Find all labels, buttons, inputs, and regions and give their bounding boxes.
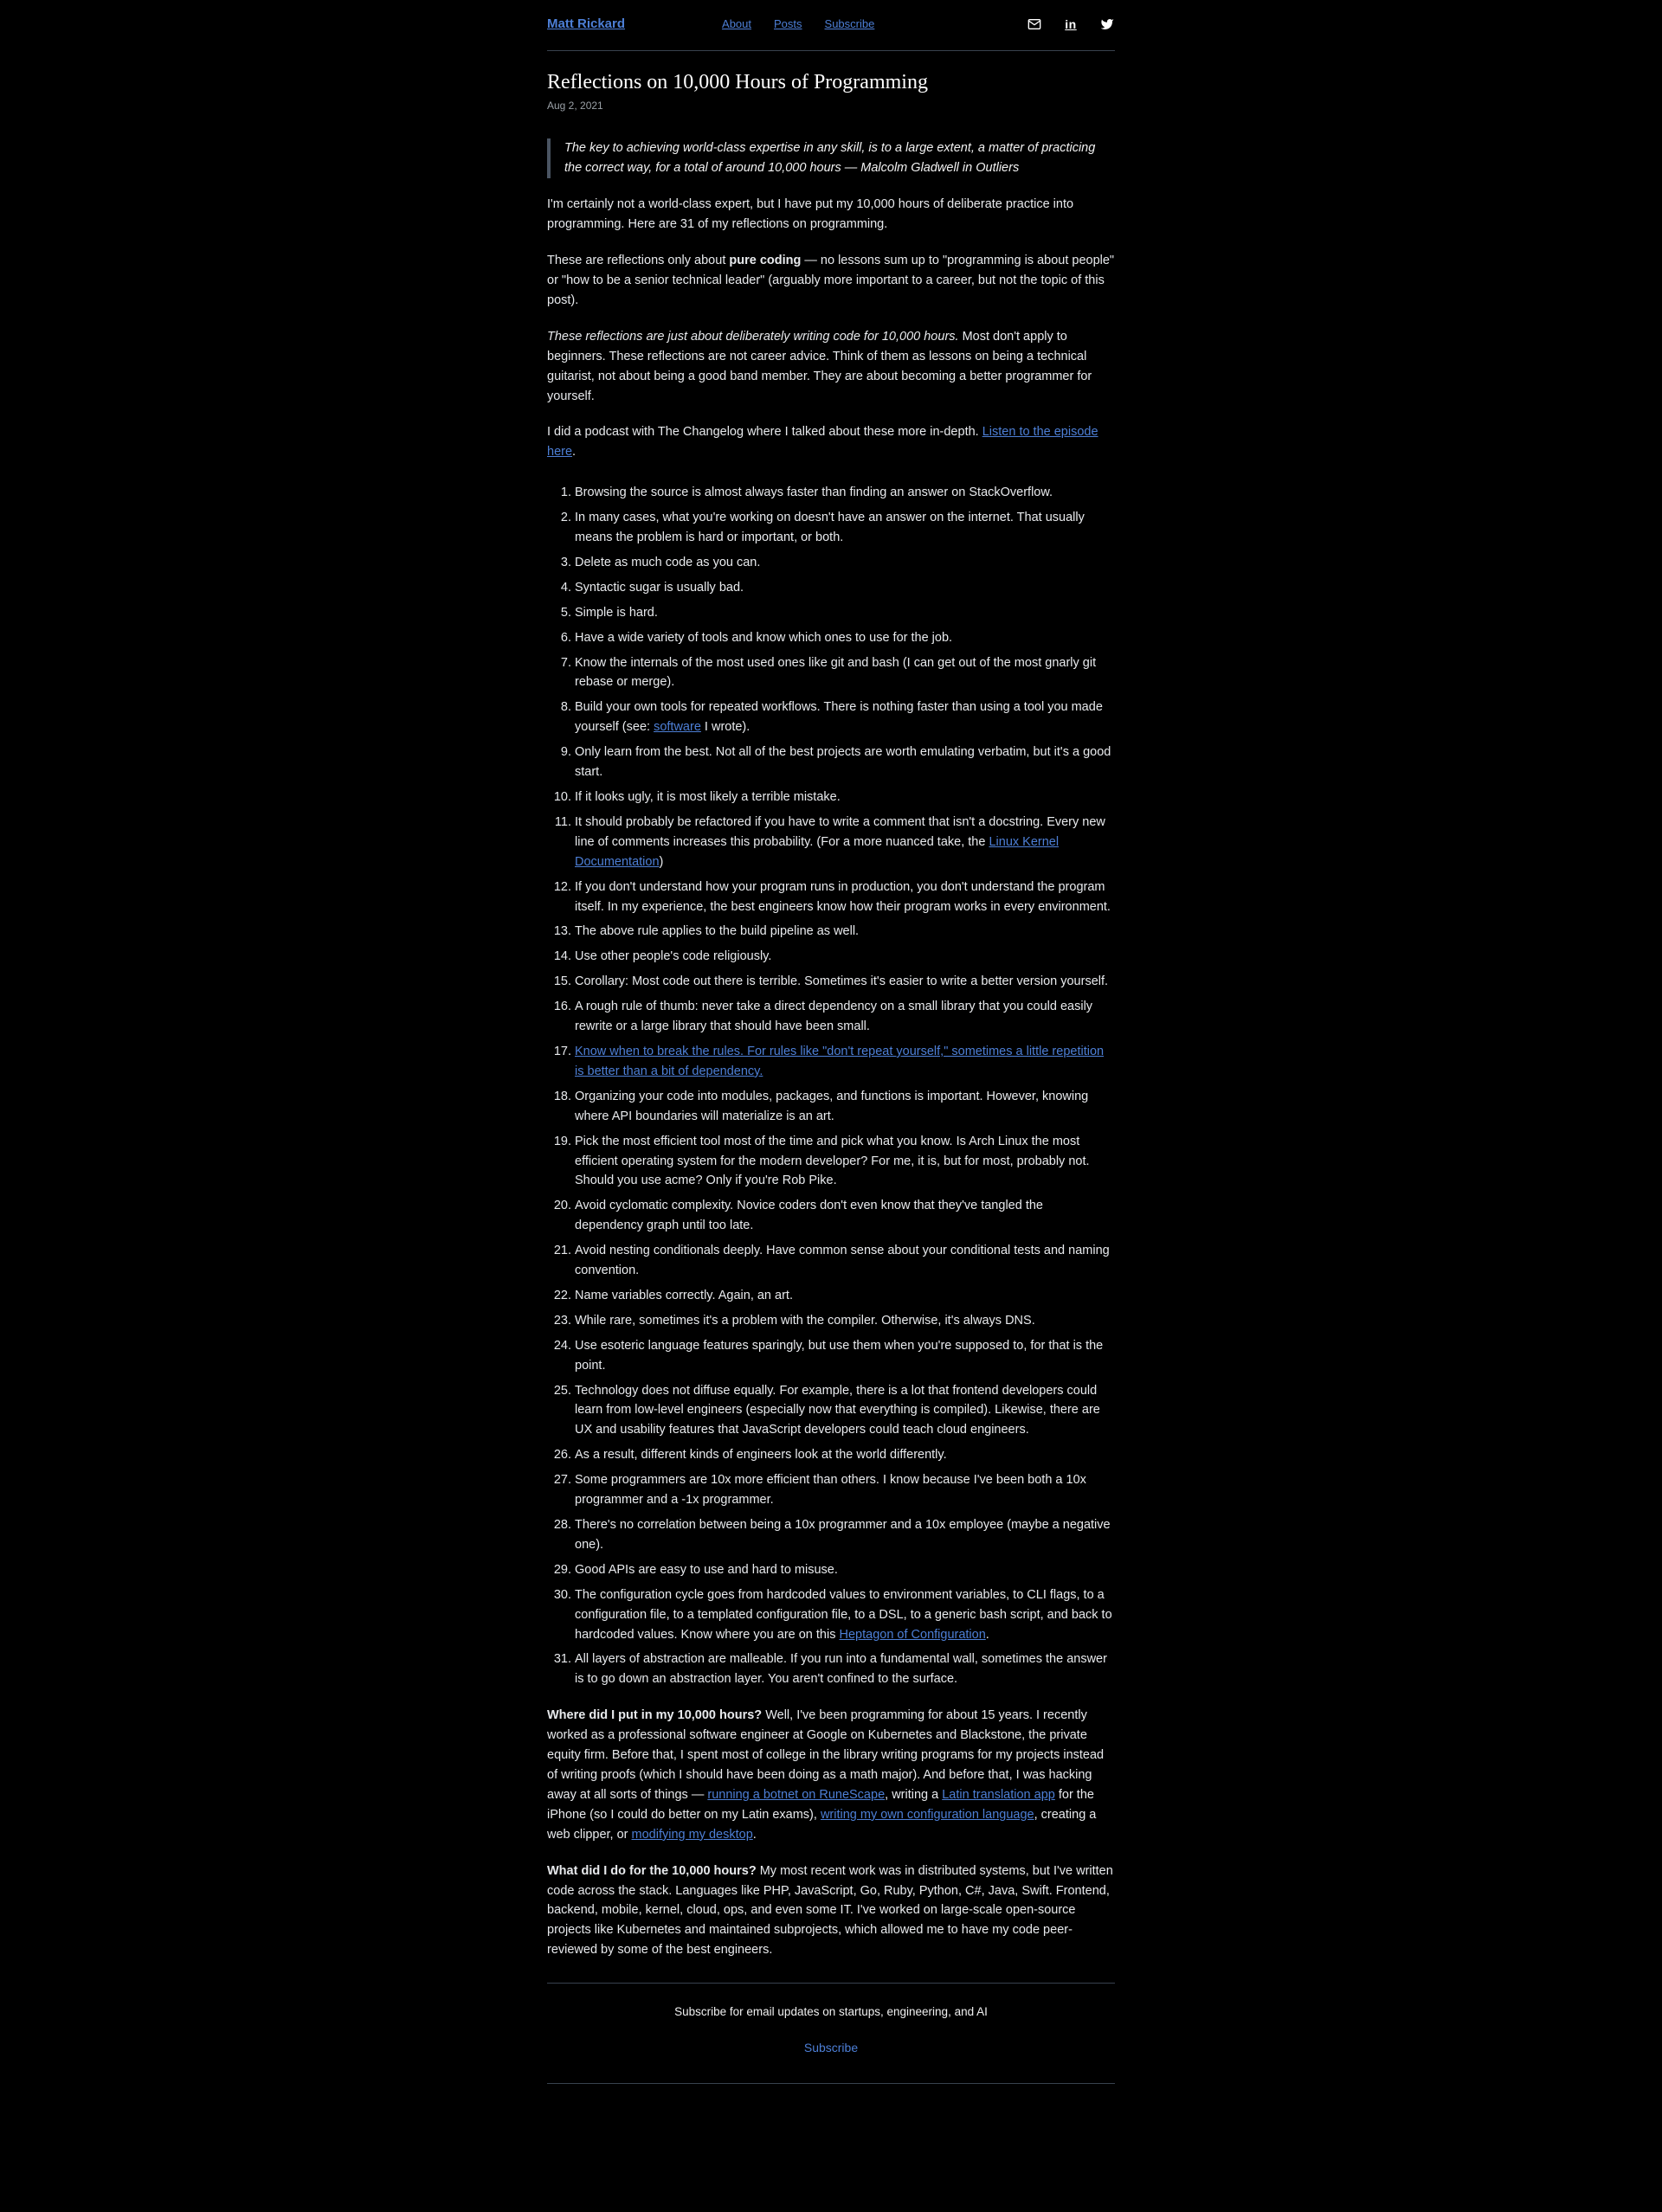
reflection-item — [575, 483, 1115, 503]
text-segment: . — [572, 445, 577, 460]
reflection-item — [575, 1470, 1115, 1510]
intro-paragraph — [547, 422, 1115, 462]
reflection-item — [575, 698, 1115, 737]
reflection-item — [575, 1286, 1115, 1306]
text-segment: A rough rule of thumb: never take a direct dependency on a small library that you could easily rewrite or a large library that should have been small. — [575, 1000, 1093, 1034]
text-segment: Well, I've been programming for about 15 years. I recently worked as a professional software engineer at Google on Kubernetes and Blackstone, the private equity firm. Before that, I spent most of college in the library writing programs for my projects instead of writing proofs (which I should have been doing as a math major). And before that, I was hacking away at all sorts of things — — [547, 1708, 1105, 1802]
reflection-item — [575, 997, 1115, 1037]
text-segment: If it looks ugly, it is most likely a terrible mistake. — [575, 790, 841, 804]
reflection-item — [575, 1311, 1115, 1331]
page-container — [547, 0, 1115, 2084]
reflection-item — [575, 578, 1115, 598]
text-segment: What did I do for the 10,000 hours? — [547, 1863, 757, 1878]
reflection-item — [575, 1336, 1115, 1376]
footer-blurb: Subscribe for email updates on startups, engineering, and AI — [674, 2005, 988, 2019]
inline-link[interactable]: Know when to break the rules. For rules like "don't repeat yourself," sometimes a little repetition is better than a bit of dependency. — [575, 1044, 1105, 1078]
reflection-item — [575, 508, 1115, 548]
text-segment: Name variables correctly. Again, an art. — [575, 1288, 793, 1302]
text-segment: Simple is hard. — [575, 605, 658, 620]
text-segment: — no lessons sum up to "programming is about people" or "how to be a senior technical leader" (arguably more important to a career, but not the topic of this post). — [547, 254, 1115, 307]
text-segment: . — [985, 1627, 989, 1642]
site-header — [547, 0, 1115, 51]
reflection-item — [575, 628, 1115, 648]
inline-link[interactable]: modifying my desktop — [631, 1827, 753, 1842]
text-segment: Build your own tools for repeated workflows. There is nothing faster than using a tool you made yourself (see: — [575, 700, 1103, 735]
closing-paragraph — [547, 1862, 1115, 1961]
reflection-item — [575, 788, 1115, 807]
article — [547, 70, 1115, 1960]
article-body — [547, 195, 1115, 1960]
reflection-item — [575, 1087, 1115, 1127]
text-segment: for the iPhone (so I could do better on my Latin exams), — [547, 1787, 1094, 1822]
header-social-icons — [1027, 16, 1115, 32]
text-segment: Have a wide variety of tools and know which ones to use for the job. — [575, 630, 953, 645]
text-segment: Where did I put in my 10,000 hours? — [547, 1708, 763, 1723]
footer-subscribe-link[interactable]: Subscribe — [803, 2041, 859, 2055]
text-segment: Syntactic sugar is usually bad. — [575, 580, 744, 595]
text-segment: Good APIs are easy to use and hard to misuse. — [575, 1562, 838, 1577]
reflection-item — [575, 1196, 1115, 1236]
intro-paragraph — [547, 327, 1115, 407]
linkedin-icon[interactable]: in — [1065, 16, 1077, 31]
text-segment: Avoid cyclomatic complexity. Novice coders don't even know that they've tangled the dependency graph until too late. — [575, 1199, 1043, 1233]
text-segment: These are reflections only about — [547, 254, 730, 268]
text-segment: . — [752, 1827, 757, 1842]
text-segment: It should probably be refactored if you have to write a comment that isn't a docstring. Every new line of comments increases this probability. (For a more nuanced take, the — [575, 814, 1105, 849]
text-segment: Most don't apply to beginners. These reflections are not career advice. Think of them as lessons on being a technical guitarist, not about being a good band member. They are about becoming a better programmer for yourself. — [547, 329, 1092, 403]
intro-paragraph — [547, 251, 1115, 311]
text-segment: Use esoteric language features sparingly, but use them when you're supposed to, for that is the point. — [575, 1338, 1104, 1373]
inline-link[interactable]: Latin translation app — [942, 1787, 1055, 1802]
header-nav — [722, 16, 874, 34]
nav-link-about[interactable]: About — [722, 16, 752, 30]
text-segment: There's no correlation between being a 10x programmer and a 10x employee (maybe a negative one). — [575, 1518, 1111, 1552]
reflection-item — [575, 603, 1115, 623]
mail-icon[interactable] — [1027, 16, 1042, 32]
twitter-icon[interactable] — [1099, 16, 1115, 32]
reflection-item — [575, 1445, 1115, 1465]
inline-link[interactable]: Listen to the episode here — [547, 425, 1098, 460]
footer-divider — [547, 2083, 1115, 2084]
reflection-item — [575, 1515, 1115, 1555]
text-segment: While rare, sometimes it's a problem with the compiler. Otherwise, it's always DNS. — [575, 1313, 1035, 1328]
inline-link[interactable]: software — [654, 720, 701, 735]
text-segment: All layers of abstraction are malleable. If you run into a fundamental wall, sometimes the answer is to go down an abstraction layer. You aren't confined to the surface. — [575, 1652, 1107, 1687]
inline-link[interactable]: Heptagon of Configuration — [839, 1627, 986, 1642]
text-segment: As a result, different kinds of engineers look at the world differently. — [575, 1448, 947, 1463]
reflections-list — [547, 483, 1115, 1689]
text-segment: , creating a web clipper, or — [547, 1807, 1097, 1842]
text-segment: Browsing the source is almost always faster than finding an answer on StackOverflow. — [575, 485, 1053, 500]
text-segment: I'm certainly not a world-class expert, but I have put my 10,000 hours of deliberate practice into programming. Here are 31 of my reflections on programming. — [547, 197, 1074, 232]
text-segment: pure coding — [729, 254, 802, 268]
text-segment: , writing a — [885, 1787, 943, 1802]
text-segment: Corollary: Most code out there is terrible. Sometimes it's easier to write a better version yourself. — [575, 974, 1109, 989]
text-segment: I did a podcast with The Changelog where I talked about these more in-depth. — [547, 425, 982, 440]
text-segment: Some programmers are 10x more efficient than others. I know because I've been both a 10x programmer and a -1x programmer. — [575, 1473, 1086, 1508]
reflection-item — [575, 1241, 1115, 1281]
reflection-item — [575, 972, 1115, 992]
reflection-item — [575, 1381, 1115, 1441]
text-segment: Only learn from the best. Not all of the best projects are worth emulating verbatim, but it's a good start. — [575, 745, 1111, 780]
reflection-item — [575, 813, 1115, 872]
text-segment: In many cases, what you're working on doesn't have an answer on the internet. That usually means the problem is hard or important, or both. — [575, 511, 1085, 545]
reflection-item — [575, 1585, 1115, 1645]
nav-link-posts[interactable]: Posts — [774, 16, 802, 30]
intro-paragraph — [547, 195, 1115, 235]
inline-link[interactable]: Linux Kernel Documentation — [575, 834, 1060, 869]
text-segment: Avoid nesting conditionals deeply. Have common sense about your conditional tests and naming convention. — [575, 1244, 1110, 1278]
reflection-item — [575, 553, 1115, 573]
pull-quote: The key to achieving world-class expertise in any skill, is to a large extent, a matter of practicing the correct way, for a total of around 10,000 hours — Malcolm Gladwell in Outliers — [547, 138, 1115, 178]
text-segment: Delete as much code as you can. — [575, 555, 761, 569]
closing-paragraph — [547, 1706, 1115, 1844]
reflection-item — [575, 1560, 1115, 1580]
text-segment: Organizing your code into modules, packages, and functions is important. However, knowing where API boundaries will materialize is an art. — [575, 1089, 1089, 1123]
site-footer — [547, 1983, 1115, 2084]
text-segment: The above rule applies to the build pipeline as well. — [575, 924, 860, 939]
brand-link[interactable]: Matt Rickard — [547, 16, 626, 31]
reflection-item — [575, 1042, 1115, 1082]
text-segment: These reflections are just about deliberately writing code for 10,000 hours. — [547, 329, 959, 344]
page-title: Reflections on 10,000 Hours of Programming — [547, 70, 928, 93]
text-segment: The configuration cycle goes from hardcoded values to environment variables, to CLI flags, to a configuration file, to a templated configuration file, to a DSL, to a generic bash script, and back to hardcoded values. Know where you are on this — [575, 1587, 1112, 1642]
inline-link[interactable]: writing my own configuration language — [820, 1807, 1034, 1822]
nav-link-subscribe[interactable]: Subscribe — [824, 16, 875, 30]
text-segment: I wrote). — [700, 720, 750, 735]
reflection-item — [575, 1649, 1115, 1689]
text-segment: My most recent work was in distributed systems, but I've written code across the stack. Languages like PHP, JavaScript, Go, Ruby, Python, C#, Java, Swift. Frontend, backend, mobile, kernel, cloud, ops, and even some IT. I've worked on large-scale open-source projects like Kubernetes and maintained subprojects, which allowed me to have my code peer-reviewed by some of the best engineers. — [547, 1863, 1113, 1958]
reflection-item — [575, 922, 1115, 942]
text-segment: Know the internals of the most used ones like git and bash (I can get out of the most gnarly git rebase or merge). — [575, 655, 1097, 690]
reflection-item — [575, 947, 1115, 967]
reflection-item — [575, 1132, 1115, 1192]
reflection-item — [575, 743, 1115, 782]
inline-link[interactable]: running a botnet on RuneScape — [707, 1787, 886, 1802]
text-segment: Technology does not diffuse equally. For example, there is a lot that frontend developers could learn from low-level engineers (especially now that everything is compiled). Likewise, there are UX and usability features that JavaScript developers could teach cloud engineers. — [575, 1383, 1100, 1437]
reflection-item — [575, 878, 1115, 917]
article-date: Aug 2, 2021 — [547, 100, 603, 113]
text-segment: Pick the most efficient tool most of the time and pick what you know. Is Arch Linux the most efficient operating system for the modern developer? For me, it is, but for most, probably not. Should you use acme? Only if you're Rob Pike. — [575, 1134, 1090, 1188]
text-segment: Use other people's code religiously. — [575, 949, 772, 964]
text-segment: If you don't understand how your program runs in production, you don't understand the program itself. In my experience, the best engineers know how their program works in every environment. — [575, 879, 1111, 914]
text-segment: ) — [659, 854, 664, 869]
reflection-item — [575, 653, 1115, 693]
